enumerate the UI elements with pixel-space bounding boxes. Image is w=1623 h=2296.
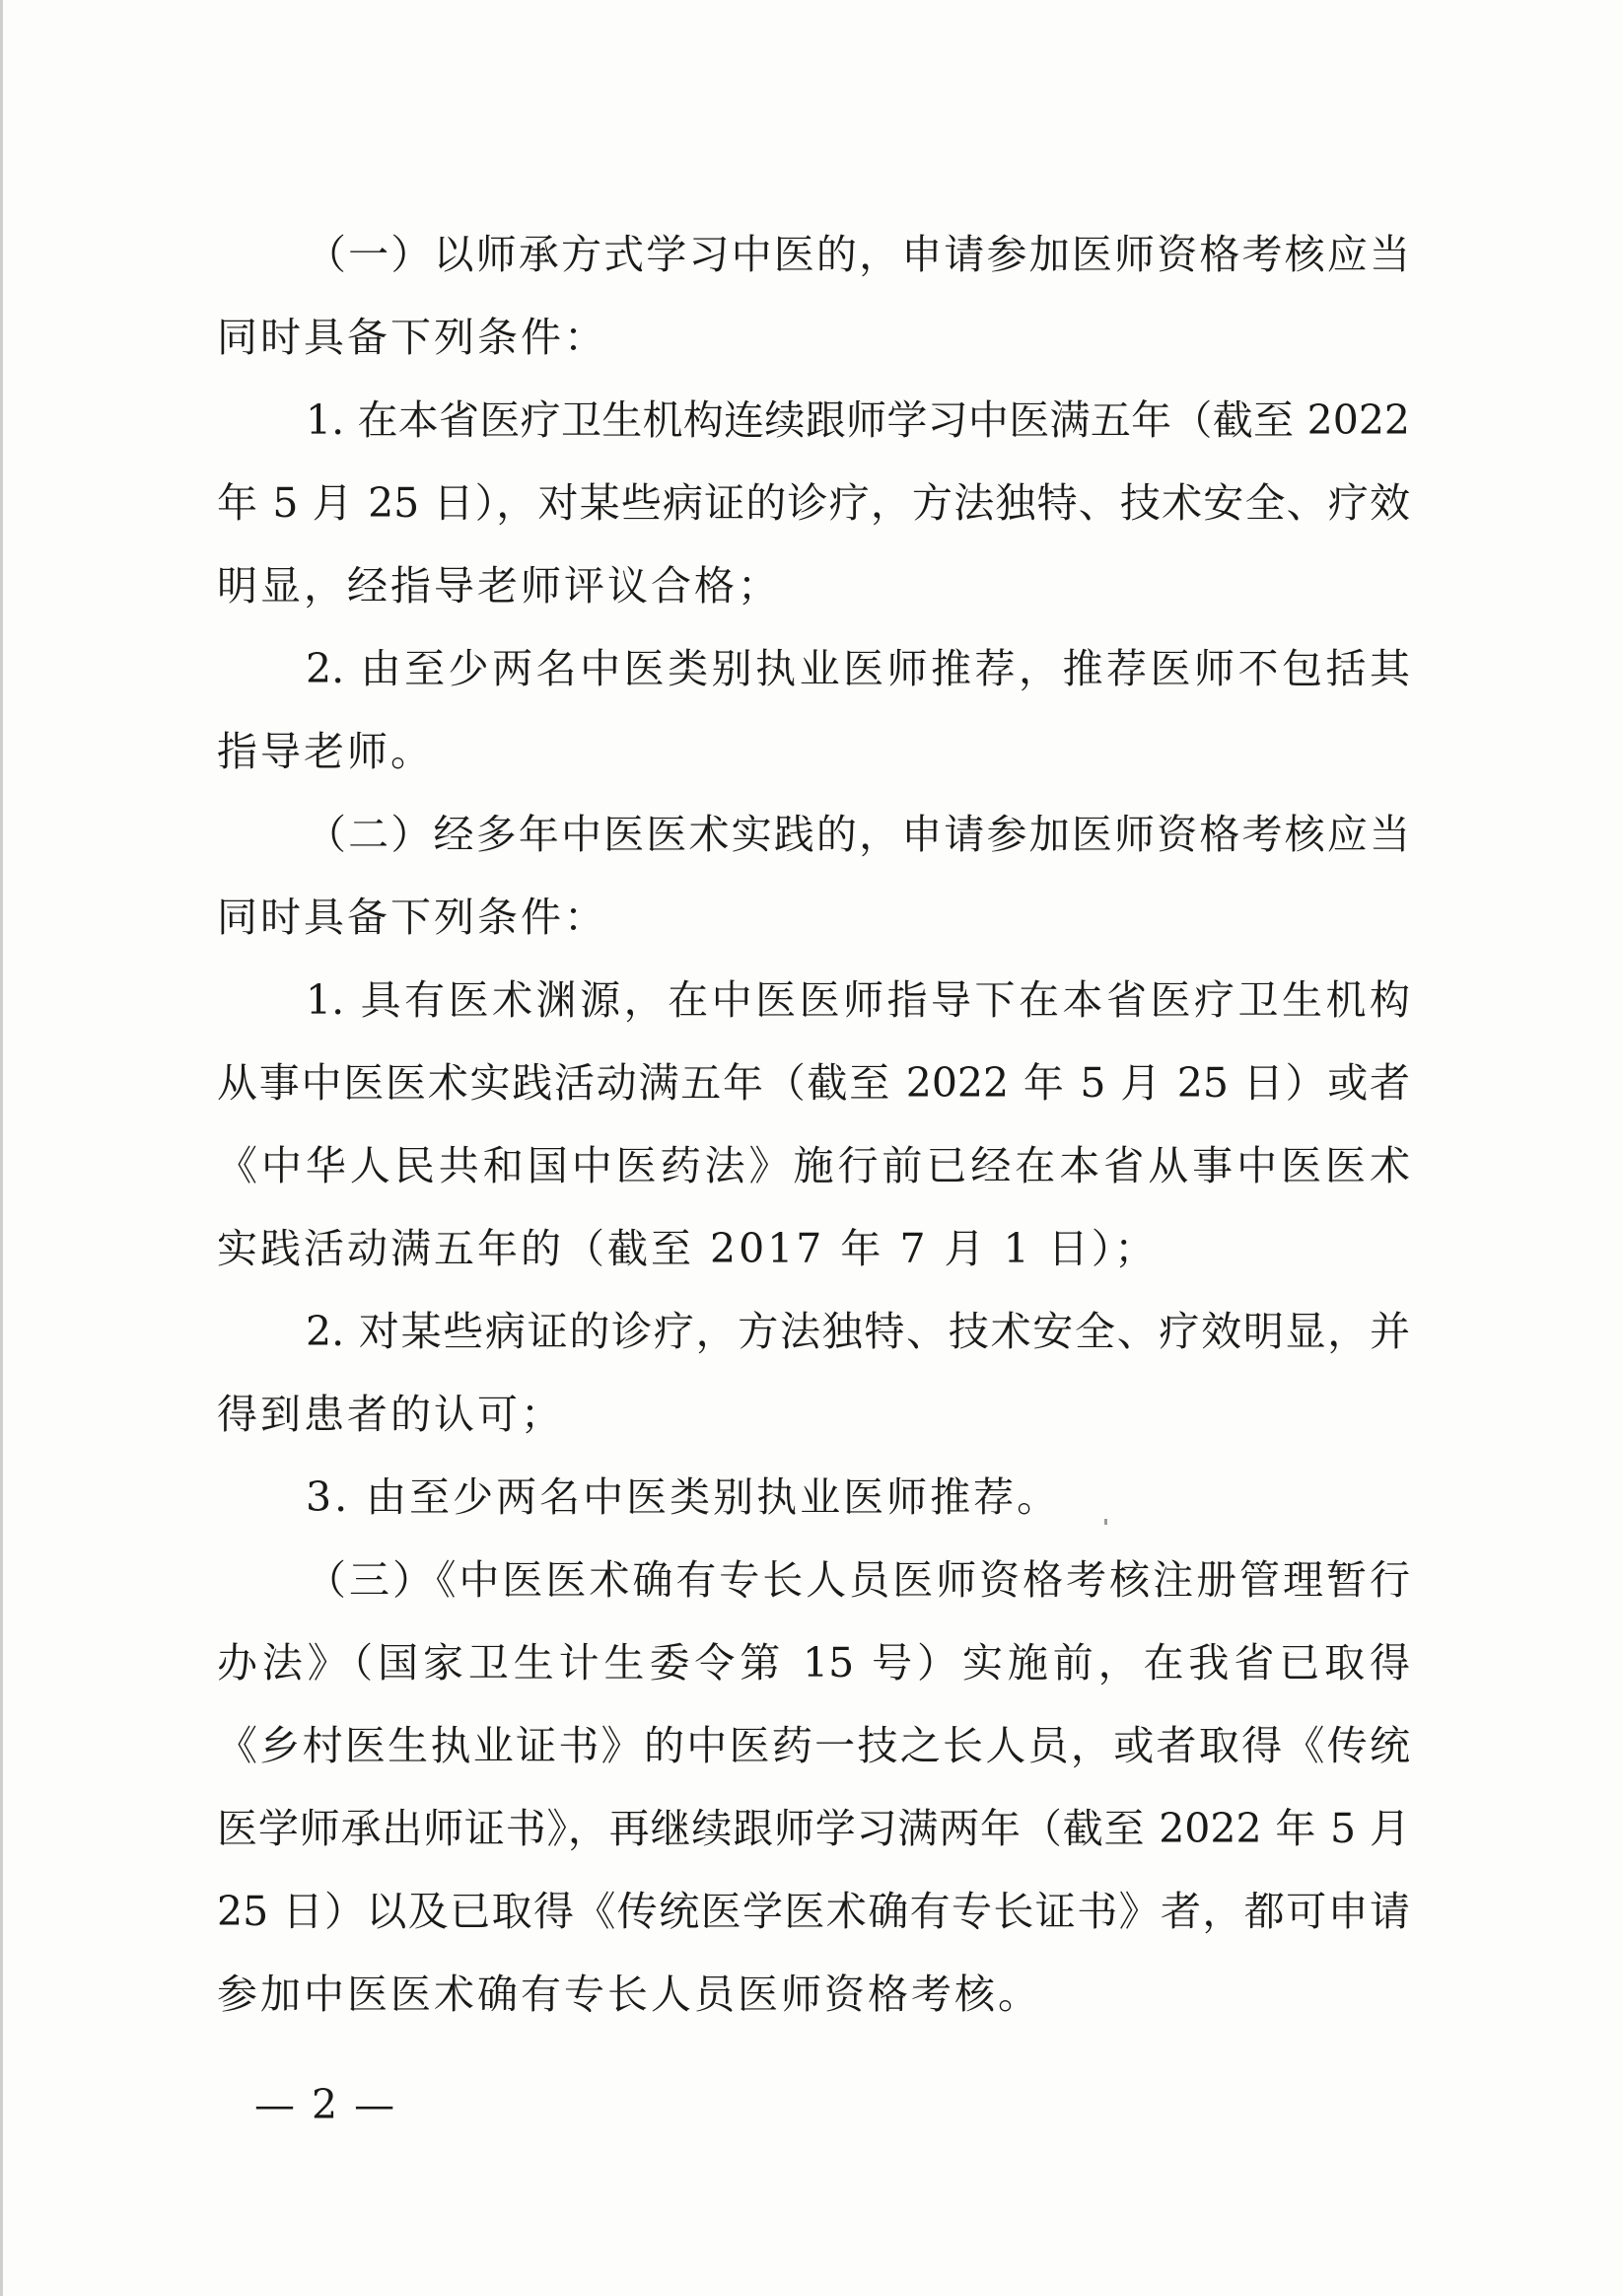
item-1-1-line-1: 1. 在本省医疗卫生机构连续跟师学习中医满五年（截至 2022	[306, 396, 1410, 444]
item-2-1-line-4: 实践活动满五年的（截至 2017 年 7 月 1 日）；	[217, 1225, 1159, 1272]
paragraph-3-line-2: 办法》（国家卫生计生委令第 15 号）实施前，在我省已取得	[217, 1639, 1410, 1686]
item-2-3-line-1: 3. 由至少两名中医类别执业医师推荐。	[306, 1473, 1061, 1521]
paragraph-1-line-1: （一）以师承方式学习中医的，申请参加医师资格考核应当	[306, 231, 1410, 278]
item-2-2-line-1: 2. 对某些病证的诊疗，方法独特、技术安全、疗效明显，并	[306, 1308, 1410, 1355]
paragraph-2-line-2: 同时具备下列条件：	[217, 894, 607, 941]
item-2-1-line-2: 从事中医医术实践活动满五年（截至 2022 年 5 月 25 日）或者	[217, 1059, 1410, 1107]
item-1-1-line-3: 明显，经指导老师评议合格；	[217, 562, 781, 610]
page-edge	[0, 0, 3, 2296]
item-1-1-line-2: 年 5 月 25 日），对某些病证的诊疗，方法独特、技术安全、疗效	[217, 479, 1410, 527]
page-number: — 2 —	[254, 2081, 397, 2128]
item-2-1-line-3: 《中华人民共和国中医药法》施行前已经在本省从事中医医术	[217, 1142, 1410, 1189]
item-2-2-line-2: 得到患者的认可；	[217, 1391, 564, 1438]
item-1-2-line-1: 2. 由至少两名中医类别执业医师推荐，推荐医师不包括其	[306, 645, 1410, 692]
paragraph-3-line-3: 《乡村医生执业证书》的中医药一技之长人员，或者取得《传统	[217, 1722, 1410, 1769]
paragraph-2-line-1: （二）经多年中医医术实践的，申请参加医师资格考核应当	[306, 811, 1410, 858]
scan-speck	[1104, 1519, 1107, 1525]
paragraph-3-line-1: （三）《中医医术确有专长人员医师资格考核注册管理暂行	[306, 1556, 1410, 1604]
paragraph-3-line-6: 参加中医医术确有专长人员医师资格考核。	[217, 1971, 1041, 2018]
paragraph-3-line-4: 医学师承出师证书》，再继续跟师学习满两年（截至 2022 年 5 月	[217, 1805, 1410, 1852]
item-1-2-line-2: 指导老师。	[217, 728, 434, 775]
item-2-1-line-1: 1. 具有医术渊源，在中医医师指导下在本省医疗卫生机构	[306, 976, 1410, 1024]
paragraph-3-line-5: 25 日）以及已取得《传统医学医术确有专长证书》者，都可申请	[217, 1888, 1410, 1935]
paragraph-1-line-2: 同时具备下列条件：	[217, 314, 607, 361]
